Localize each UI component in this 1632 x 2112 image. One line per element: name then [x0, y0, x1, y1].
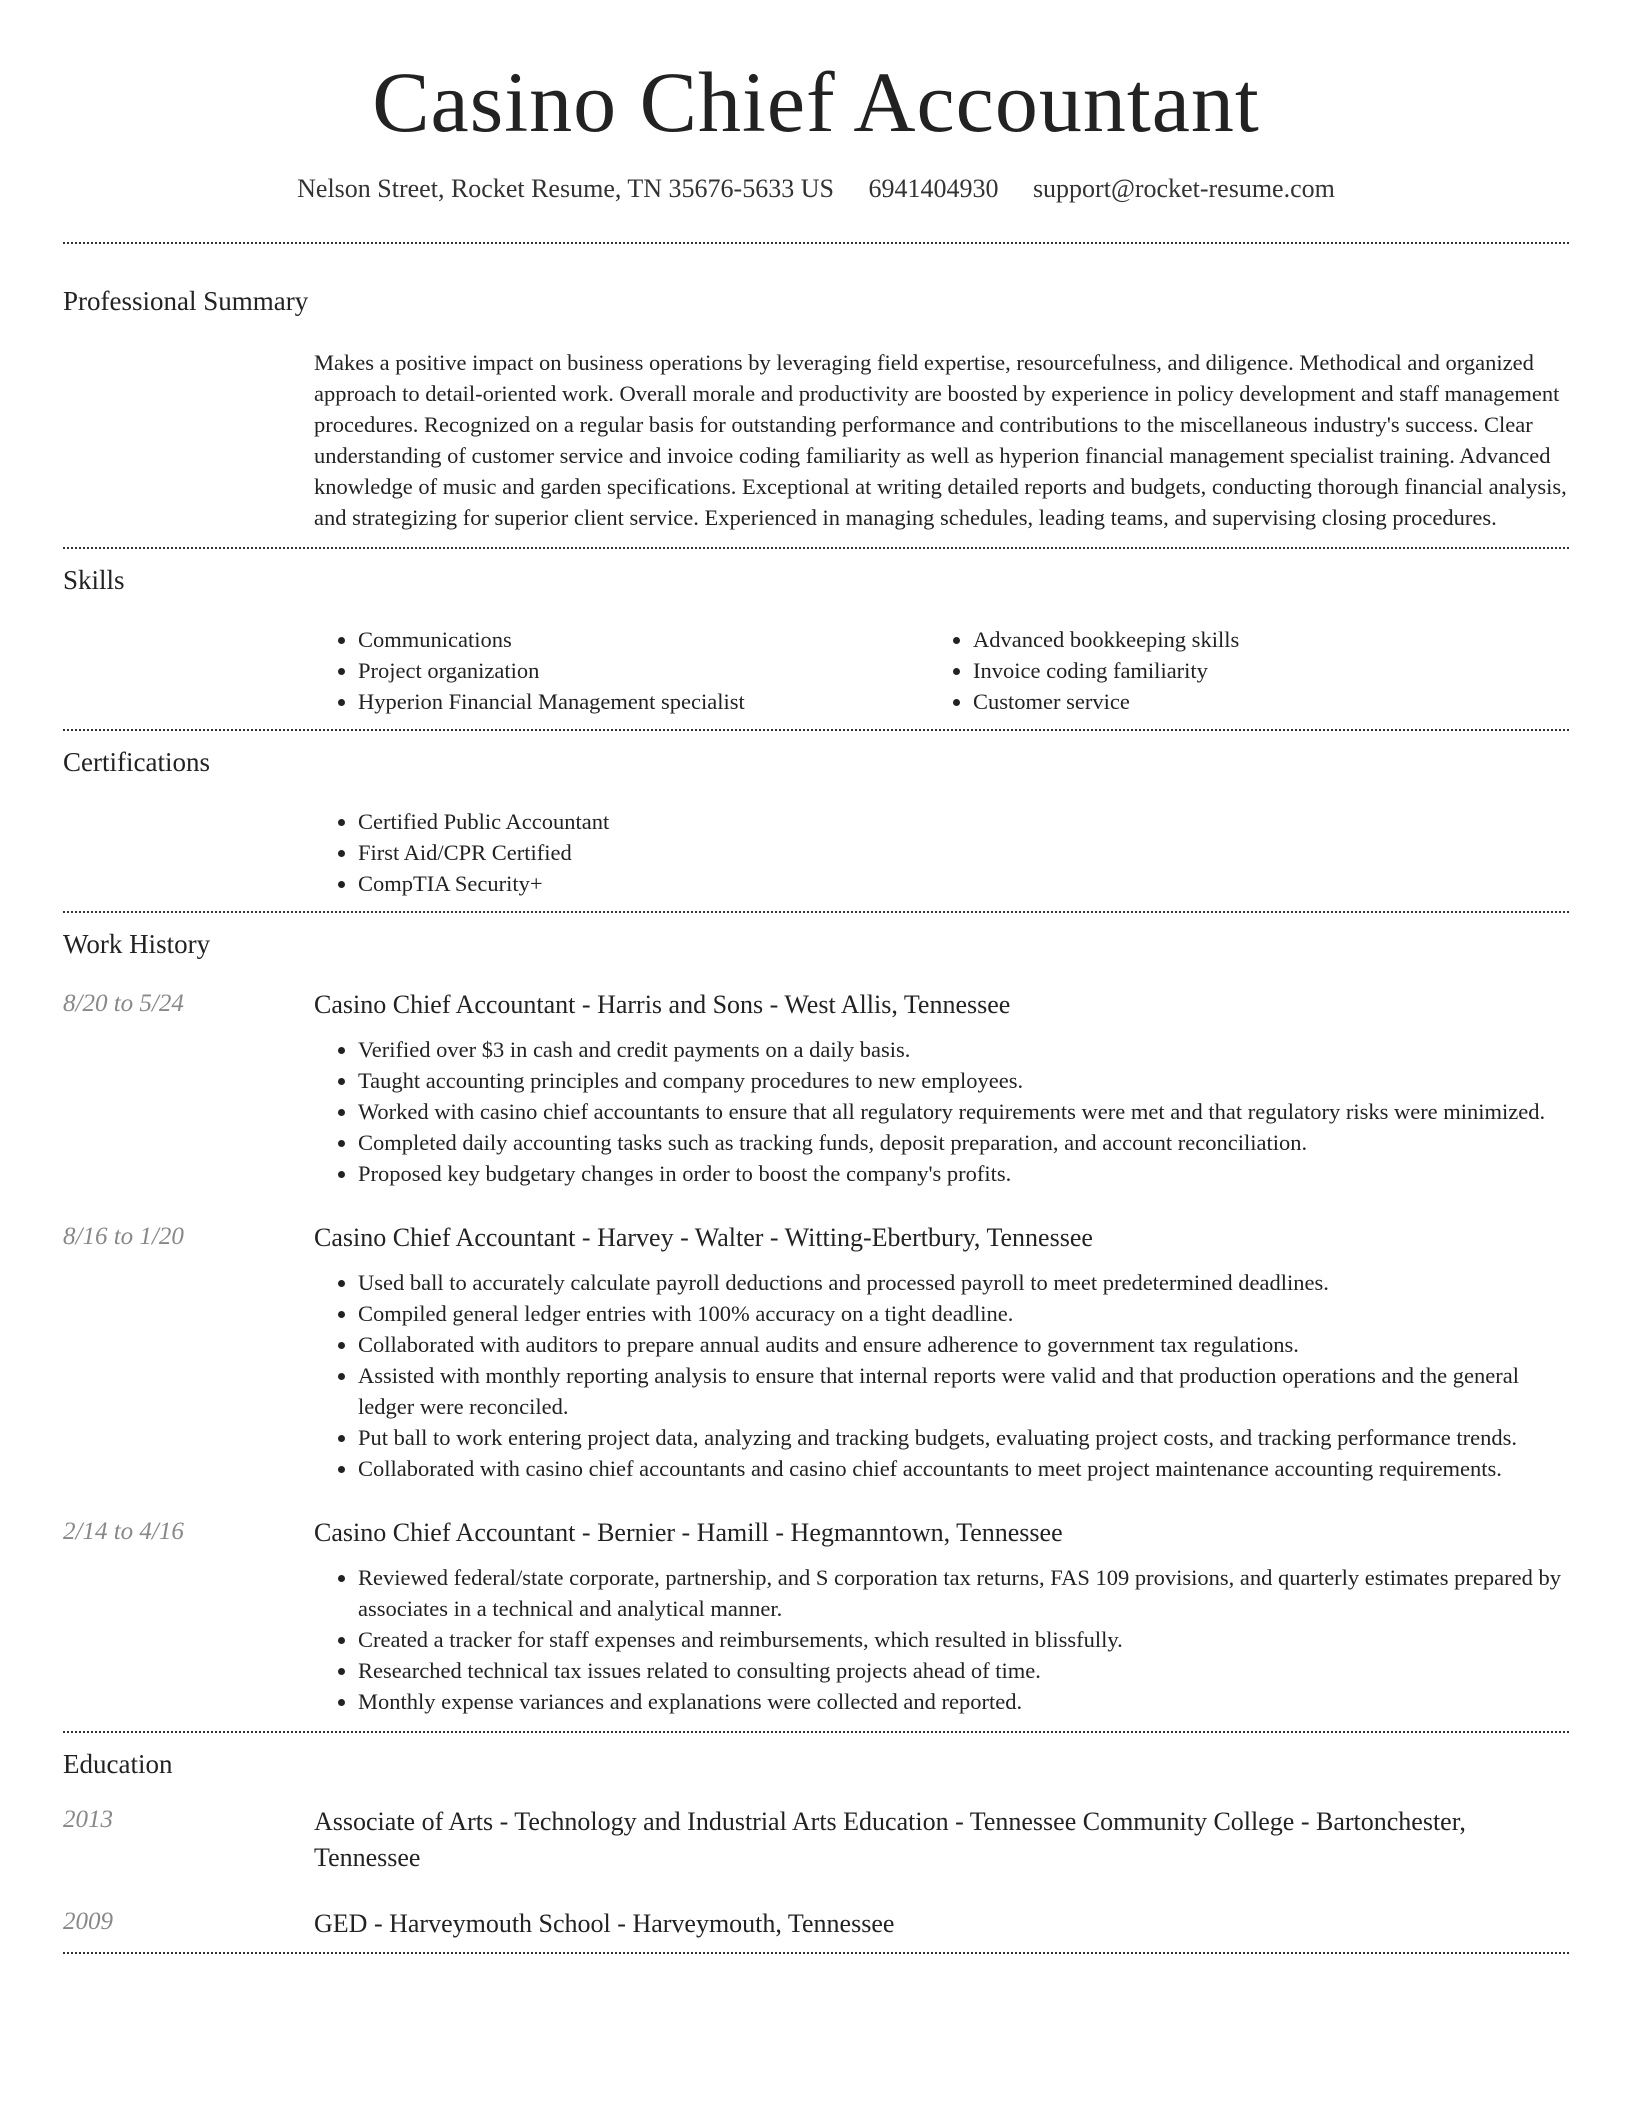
section-title-summary: Professional Summary: [63, 286, 309, 316]
job-duty: • Compiled general ledger entries with 100% accuracy on a tight deadline.: [358, 1298, 1569, 1329]
candidate-name: Casino Chief Accountant: [372, 54, 1260, 150]
job-entry: [63, 988, 1569, 1189]
job-role: Casino Chief Accountant: [314, 1223, 576, 1252]
education-degree: GED: [314, 1909, 368, 1938]
skills-section: [63, 549, 1569, 729]
job-duty: • Put ball to work entering project data, analyzing and tracking budgets, evaluating project costs, and tracking performance trends.: [358, 1422, 1569, 1453]
job-duty: • Completed daily accounting tasks such as tracking funds, deposit preparation, and account reconciliation.: [358, 1127, 1569, 1158]
job-title: [314, 1516, 1569, 1550]
section-title-education: Education: [63, 1749, 173, 1779]
job-duty: • Reviewed federal/state corporate, partnership, and S corporation tax returns, FAS 109 provisions, and quarterly estimates prepared by associates in a technical and analytical manner.: [358, 1562, 1569, 1624]
job-duty: • Monthly expense variances and explanations were collected and reported.: [358, 1686, 1569, 1717]
job-duty: • Proposed key budgetary changes in order to boost the company's profits.: [358, 1158, 1569, 1189]
skill-item: • Invoice coding familiarity: [973, 655, 1544, 686]
job-duties: [314, 1034, 1569, 1189]
education-details: [314, 1906, 1569, 1942]
summary-section: [63, 244, 1569, 547]
job-duty: • Used ball to accurately calculate payroll deductions and processed payroll to meet predetermined deadlines.: [358, 1267, 1569, 1298]
job-employer: - Harris and Sons - West Allis, Tennessee: [575, 990, 1011, 1019]
education-degree: Associate of Arts - Technology and Industrial Arts Education: [314, 1807, 949, 1836]
certifications-list: [314, 806, 1569, 899]
certifications-section: [63, 731, 1569, 911]
job-duty: • Assisted with monthly reporting analysis to ensure that internal reports were valid and that production operations and the general ledger were reconciled.: [358, 1360, 1569, 1422]
skills-list-left: [314, 624, 929, 717]
contact-email: support@rocket-resume.com: [1032, 174, 1335, 203]
certification-item: • First Aid/CPR Certified: [358, 837, 1569, 868]
job-entry: [63, 1221, 1569, 1484]
section-title-certifications: Certifications: [63, 747, 210, 777]
section-title-skills: Skills: [63, 565, 125, 595]
education-entry: [63, 1906, 1569, 1942]
job-date: 8/20 to 5/24: [63, 990, 184, 1017]
section-divider: [63, 1952, 1569, 1954]
skill-item: • Communications: [358, 624, 929, 655]
job-title: [314, 988, 1569, 1022]
education-details: [314, 1804, 1569, 1876]
skill-item: • Customer service: [973, 686, 1544, 717]
job-duty: • Researched technical tax issues related to consulting projects ahead of time.: [358, 1655, 1569, 1686]
contact-address: Nelson Street, Rocket Resume, TN 35676-5633 US: [297, 174, 834, 203]
education-school: - Tennessee Community College - Bartonchester, Tennessee: [314, 1807, 1466, 1872]
job-duty: • Verified over $3 in cash and credit payments on a daily basis.: [358, 1034, 1569, 1065]
education-date: 2009: [63, 1908, 113, 1935]
job-duty: • Collaborated with casino chief accountants and casino chief accountants to meet project maintenance accounting requirements.: [358, 1453, 1569, 1484]
job-employer: - Harvey - Walter - Witting-Ebertbury, Tennessee: [575, 1223, 1093, 1252]
skill-item: • Project organization: [358, 655, 929, 686]
section-title-work: Work History: [63, 929, 211, 959]
job-employer: - Bernier - Hamill - Hegmanntown, Tennessee: [575, 1518, 1063, 1547]
job-role: Casino Chief Accountant: [314, 990, 576, 1019]
job-duty: • Taught accounting principles and company procedures to new employees.: [358, 1065, 1569, 1096]
skills-list-right: [929, 624, 1544, 717]
education-entry: [63, 1804, 1569, 1876]
job-date: 8/16 to 1/20: [63, 1223, 184, 1250]
education-school: - Harveymouth School - Harveymouth, Tennessee: [367, 1909, 895, 1938]
job-date: 2/14 to 4/16: [63, 1518, 184, 1545]
job-role: Casino Chief Accountant: [314, 1518, 576, 1547]
job-duties: [314, 1267, 1569, 1484]
skills-columns: [314, 624, 1569, 717]
skill-item: • Hyperion Financial Management specialist: [358, 686, 929, 717]
contact-phone: 6941404930: [868, 174, 999, 203]
job-title: [314, 1221, 1569, 1255]
job-duty: • Collaborated with auditors to prepare annual audits and ensure adherence to government tax regulations.: [358, 1329, 1569, 1360]
education-date: 2013: [63, 1806, 113, 1833]
certification-item: • Certified Public Accountant: [358, 806, 1569, 837]
summary-text: Makes a positive impact on business operations by leveraging field expertise, resourcefulness, and diligence. Methodical and organized approach to detail-oriented work. Overall morale and productivity are boosted by experience in policy development and staff management procedures. Recognized on a regular basis for outstanding performance and contributions to the miscellaneous industry's success. Clear understanding of customer service and invoice coding familiarity as well as hyperion financial management specialist training. Advanced knowledge of music and garden specifications. Exceptional at writing detailed reports and budgets, conducting thorough financial analysis, and strategizing for superior client service. Experienced in managing schedules, leading teams, and supervising closing procedures.: [314, 350, 1567, 530]
contact-line: [63, 174, 1569, 204]
job-entry: [63, 1516, 1569, 1717]
work-history-section: [63, 913, 1569, 1731]
certification-item: • CompTIA Security+: [358, 868, 1569, 899]
education-section: [63, 1733, 1569, 1952]
job-duty: • Created a tracker for staff expenses and reimbursements, which resulted in blissfully.: [358, 1624, 1569, 1655]
job-duties: [314, 1562, 1569, 1717]
skill-item: • Advanced bookkeeping skills: [973, 624, 1544, 655]
job-duty: • Worked with casino chief accountants to ensure that all regulatory requirements were met and that regulatory risks were minimized.: [358, 1096, 1569, 1127]
resume-header: [63, 0, 1569, 204]
